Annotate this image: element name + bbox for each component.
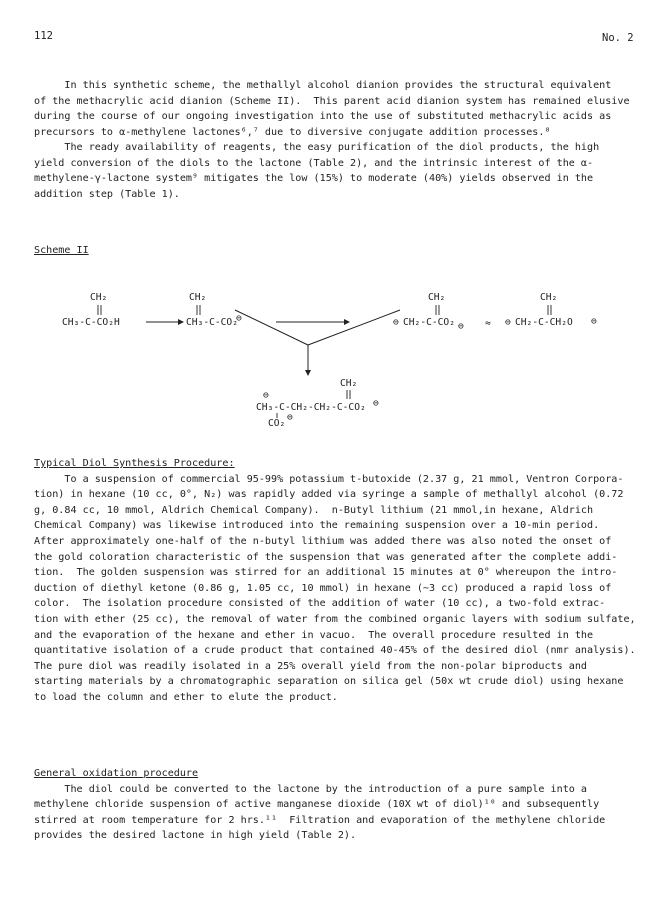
arrow-head xyxy=(305,370,311,376)
dianion-a-charge: ⊖ xyxy=(458,321,464,332)
text-line: of the methacrylic acid dianion (Scheme II). This parent acid dianion system has remained elusive xyxy=(34,95,630,107)
text-line: The diol could be converted to the lactone by the introduction of a pure sample into a xyxy=(34,783,588,795)
text-line: starting materials by a chromatographic separation on silica gel (50x wt crude diol) using hexane xyxy=(34,676,624,688)
diol-procedure-section xyxy=(34,456,640,706)
arrow-head xyxy=(178,319,184,325)
text-line: stirred at room temperature for 2 hrs.¹¹ Filtration and evaporation of the methylene chloride xyxy=(34,814,606,826)
text-line: duction of diethyl ketone (0.86 g, 1.05 cc, 10 mmol) in hexane (~3 cc) produced a rapid loss of xyxy=(34,582,612,594)
text-line: tion) in hexane (10 cc, 0°, N₂) was rapidly added via syringe a sample of methallyl alcohol (0.72 xyxy=(34,489,624,501)
product-carboxylate: CO₂ xyxy=(268,418,286,429)
monoanion-ch2: CH₂ xyxy=(189,292,207,303)
resonance-symbol: ≈ xyxy=(485,318,491,329)
branch-line xyxy=(308,310,400,345)
dianion-a-charge: ⊖ xyxy=(393,317,399,328)
product-chain: CH₃-C-CH₂-CH₂-C-CO₂ xyxy=(256,402,366,413)
arrow-head xyxy=(344,319,350,325)
text-line: methylene chloride suspension of active manganese dioxide (10X wt of diol)¹⁰ and subsequently xyxy=(34,799,600,811)
text-line: The pure diol was readily isolated in a 25% overall yield from the non-polar biproducts and xyxy=(34,660,588,672)
product-charge: ⊖ xyxy=(373,398,379,409)
text-line: provides the desired lactone in high yield (Table 2). xyxy=(34,830,357,842)
text-line: the gold coloration characteristic of the suspension that was generated after the complete addi- xyxy=(34,551,618,563)
oxidation-procedure-section xyxy=(34,766,640,844)
methacrylic-acid: CH₃-C-CO₂H xyxy=(62,317,120,328)
dianion-a: CH₂-C-CO₂ xyxy=(403,317,455,328)
product-charge: ⊖ xyxy=(263,390,269,401)
text-line: during the course of our ongoing investigation into the use of substituted methacrylic acids as xyxy=(34,111,612,123)
text-line: yield conversion of the diols to the lactone (Table 2), and the intrinsic interest of the α- xyxy=(34,157,594,169)
text-line: addition step (Table 1). xyxy=(34,188,180,200)
text-line: quantitative isolation of a crude product that contained 40-45% of the desired diol (nmr analysis). xyxy=(34,645,636,657)
text-line: and the evaporation of the hexane and ether in vacuo. The overall procedure resulted in the xyxy=(34,629,594,641)
text-line: Chemical Company) was likewise introduced into the remaining suspension over a 10-min period. xyxy=(34,520,600,532)
methacrylic-acid-ch2: CH₂ xyxy=(90,292,108,303)
journal-issue: No. 2 xyxy=(602,32,634,44)
text-line: color. The isolation procedure consisted of the addition of water (10 cc), a two-fold extrac- xyxy=(34,598,606,610)
text-line: To a suspension of commercial 95-99% potassium t-butoxide (2.37 g, 21 mmol, Ventron Corpora- xyxy=(34,473,624,485)
text-line: methylene-γ-lactone system⁹ mitigates the low (15%) to moderate (40%) yields observed in the xyxy=(34,173,594,185)
negative-charge: ⊖ xyxy=(236,313,242,324)
product-charge: ⊖ xyxy=(287,412,293,423)
dianion-b: CH₂-C-CH₂O xyxy=(515,317,573,328)
text-line: precursors to α-methylene lactones⁶,⁷ due to diversive conjugate addition processes.⁸ xyxy=(34,126,551,138)
page-number: 112 xyxy=(34,30,53,42)
text-line: After approximately one-half of the n-butyl lithium was added there was also noted the onset of xyxy=(34,535,612,547)
text-line: In this synthetic scheme, the methallyl alcohol dianion provides the structural equivalent xyxy=(34,80,612,91)
dianion-b-charge: ⊖ xyxy=(505,317,511,328)
dianion-b-charge: ⊖ xyxy=(591,316,597,327)
branch-line xyxy=(235,310,308,345)
section-heading: General oxidation procedure xyxy=(34,768,199,779)
text-line: The ready availability of reagents, the easy purification of the diol products, the high xyxy=(34,142,600,153)
scheme-title: Scheme II xyxy=(34,245,89,256)
product-ch2: CH₂ xyxy=(340,378,358,389)
text-line: g, 0.84 cc, 10 mmol, Aldrich Chemical Company). n-Butyl lithium (21 mmol,in hexane, Aldrich xyxy=(34,504,594,516)
text-line: to load the column and ether to elute the product. xyxy=(34,691,338,703)
dianion-a-ch2: CH₂ xyxy=(428,292,446,303)
text-line: tion with ether (25 cc), the removal of water from the combined organic layers with sodium sulfate, xyxy=(34,613,636,625)
monoanion: CH₃-C-CO₂ xyxy=(186,317,238,328)
text-line: tion. The golden suspension was stirred for an additional 15 minutes at 0° whereupon the intro- xyxy=(34,567,618,579)
dianion-b-ch2: CH₂ xyxy=(540,292,558,303)
section-heading: Typical Diol Synthesis Procedure: xyxy=(34,458,235,469)
